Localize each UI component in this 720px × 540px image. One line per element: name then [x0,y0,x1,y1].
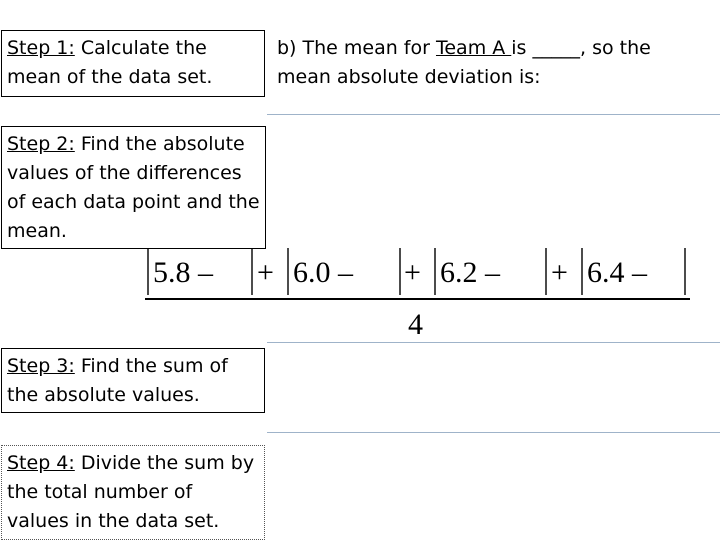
plus-sign: + [257,256,274,289]
term-1: 5.8 – [153,256,213,289]
section-divider [267,114,720,115]
step-3-box [1,348,265,413]
question-prefix: b) The mean for [277,37,436,59]
section-divider [267,432,720,433]
plus-sign: + [404,256,421,289]
term-2: 6.0 – [293,256,353,289]
section-divider [267,342,720,343]
step-1-text: Calculate the mean of the data set. [7,37,213,88]
step-1-label: Step 1: [7,37,75,59]
step-2-box [1,126,266,249]
step-2-label: Step 2: [7,133,75,155]
mad-formula [140,240,700,340]
plus-sign: + [551,256,568,289]
step-3-text: Find the sum of the absolute values. [7,355,228,406]
question-text [277,34,707,92]
team-name: Team A [435,37,512,59]
step-4-text: Divide the sum by the total number of values in the data set. [7,452,255,532]
step-3-label: Step 3: [7,355,75,377]
question-middle: is _____, so the mean absolute deviation is: [277,37,651,88]
step-1-box [1,30,265,97]
step-4-label: Step 4: [7,452,75,474]
denominator: 4 [408,308,423,341]
term-4: 6.4 – [587,256,647,289]
term-3: 6.2 – [440,256,500,289]
step-4-box [1,445,265,540]
step-2-text: Find the absolute values of the differences of each data point and the mean. [7,133,260,242]
